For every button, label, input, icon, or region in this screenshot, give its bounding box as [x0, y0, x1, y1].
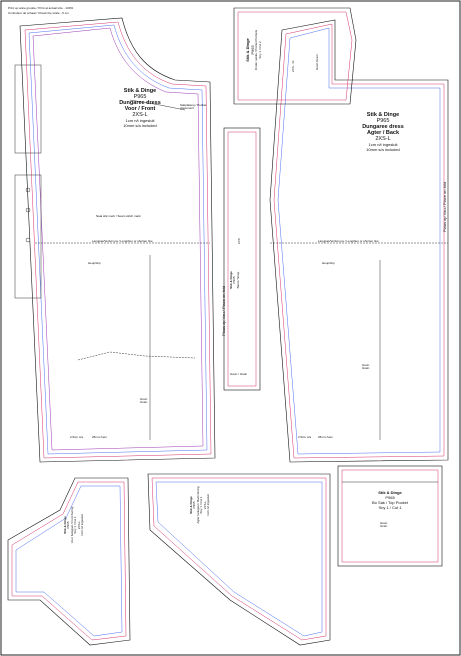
strap-title-block — [230, 260, 240, 300]
back-name: Dungaree dress — [362, 124, 404, 130]
front-piece-name: Voor / Front — [124, 106, 156, 112]
back-facing-sa: 1cm n/t ingesluit — [206, 494, 211, 516]
back-hem-sa: 2,5cm s/a — [298, 435, 312, 439]
front-fold: Plaas op Vou / Place on fold — [221, 285, 226, 336]
side-pocket-size: 2XS - XL — [291, 59, 295, 72]
front-facing-size: 2XS-L — [76, 520, 81, 530]
top-pocket-title-block — [350, 490, 430, 510]
print-instruction-1: Print op ware grootte / Print at actual size - 100% — [8, 6, 74, 10]
front-facing-piece-name: Voor belegsel / Front facing — [69, 506, 74, 544]
back-size: 2XS-L — [375, 136, 391, 142]
back-hip: Heup/Hip — [322, 261, 335, 265]
strap-grain: Grein / Grain — [230, 372, 248, 376]
front-lengthen-line: Langpas/Vertuin pa / Lengthen or shorten line — [92, 239, 153, 243]
back-grain: Grein Grain — [362, 363, 370, 371]
front-name: Dungaree dress — [119, 100, 161, 106]
top-pocket-piece-name: Bo Sak / Top Pocket — [372, 500, 408, 505]
front-hem: 25mm hem — [92, 435, 108, 439]
side-pocket-cut: Sny 1 / Cut 2 — [257, 41, 262, 59]
front-sa-en: 10mm s/a included — [123, 123, 157, 128]
front-code: P965 — [133, 94, 147, 100]
side-pocket-piece-name: Onder sakke / Pocket Pockets — [254, 29, 259, 71]
front-facing-title-block — [64, 490, 85, 560]
front-facing-code: P965 — [66, 521, 71, 529]
front-sa: 1cm n/t ingesluit — [125, 118, 155, 123]
back-hem: 25mm hem — [318, 435, 334, 439]
front-grain: Grein Grain — [140, 397, 148, 405]
front-facing-sa: 1cm n/t ingesluit — [80, 514, 85, 536]
print-instruction-2: Controleer de schaal / Check the scale - 5 cm — [8, 11, 69, 15]
back-facing-title-block — [190, 470, 211, 540]
side-pocket-brand: Stik & Dinge — [245, 38, 250, 62]
back-sa-en: 10mm s/a included — [366, 147, 400, 152]
strap-code: P965 — [232, 276, 237, 284]
top-pocket-grain: Grein Grain — [380, 521, 388, 529]
back-piece-name: Agter / Back — [366, 130, 400, 136]
front-seam-mark: Naai stik merk / Seam stitch mark — [96, 214, 141, 218]
back-brand: Stik & Dinge — [366, 112, 400, 118]
front-size: 2XS-L — [132, 112, 148, 118]
strap-piece-name: Band / Strap — [235, 271, 240, 289]
strap-size: 2XS — [237, 238, 241, 244]
back-fold: Plaas op Vou / Place on fold — [442, 181, 447, 232]
side-pocket-title-block — [246, 14, 262, 86]
back-facing-size: 2XS-L — [202, 500, 207, 510]
top-pocket-brand: Stik & Dinge — [378, 490, 402, 495]
back-facing-piece-name: Agter belegsel / Back facing — [195, 486, 200, 524]
back-facing-piece — [148, 474, 330, 645]
front-brand: Stik & Dinge — [123, 88, 157, 94]
top-pocket-cut: Sny 1 / Cut 1 — [378, 505, 402, 510]
front-facing-cut: Sny 1 / Cut 1 — [73, 516, 78, 534]
back-lengthen-line: Langpas/Vertuin pa / Lengthen or shorten line — [318, 239, 379, 243]
side-pocket-code: P965 — [249, 45, 255, 55]
side-pocket-grain: Grein Grain — [315, 54, 319, 70]
back-facing-code: P965 — [192, 501, 197, 509]
front-title-block — [110, 88, 170, 128]
back-facing-brand: Stik & Dinge — [189, 496, 193, 514]
strap-brand: Stik & Dinge — [229, 271, 233, 289]
front-hip: Heup/Hip — [88, 261, 101, 265]
back-title-block — [352, 112, 414, 152]
back-sa: 1cm n/t ingesluit — [368, 142, 398, 147]
back-code: P965 — [376, 118, 390, 124]
back-facing-cut: Sny 1 / Cut 1 — [199, 496, 204, 514]
top-pocket-code: P965 — [385, 495, 395, 500]
top-pocket-piece — [338, 466, 442, 566]
front-facing-brand: Stik & Dinge — [63, 516, 67, 534]
front-pocket-placement: Sakplasing / Pocket placement — [180, 103, 207, 111]
front-hem-sa: 2,5cm s/a — [70, 435, 84, 439]
